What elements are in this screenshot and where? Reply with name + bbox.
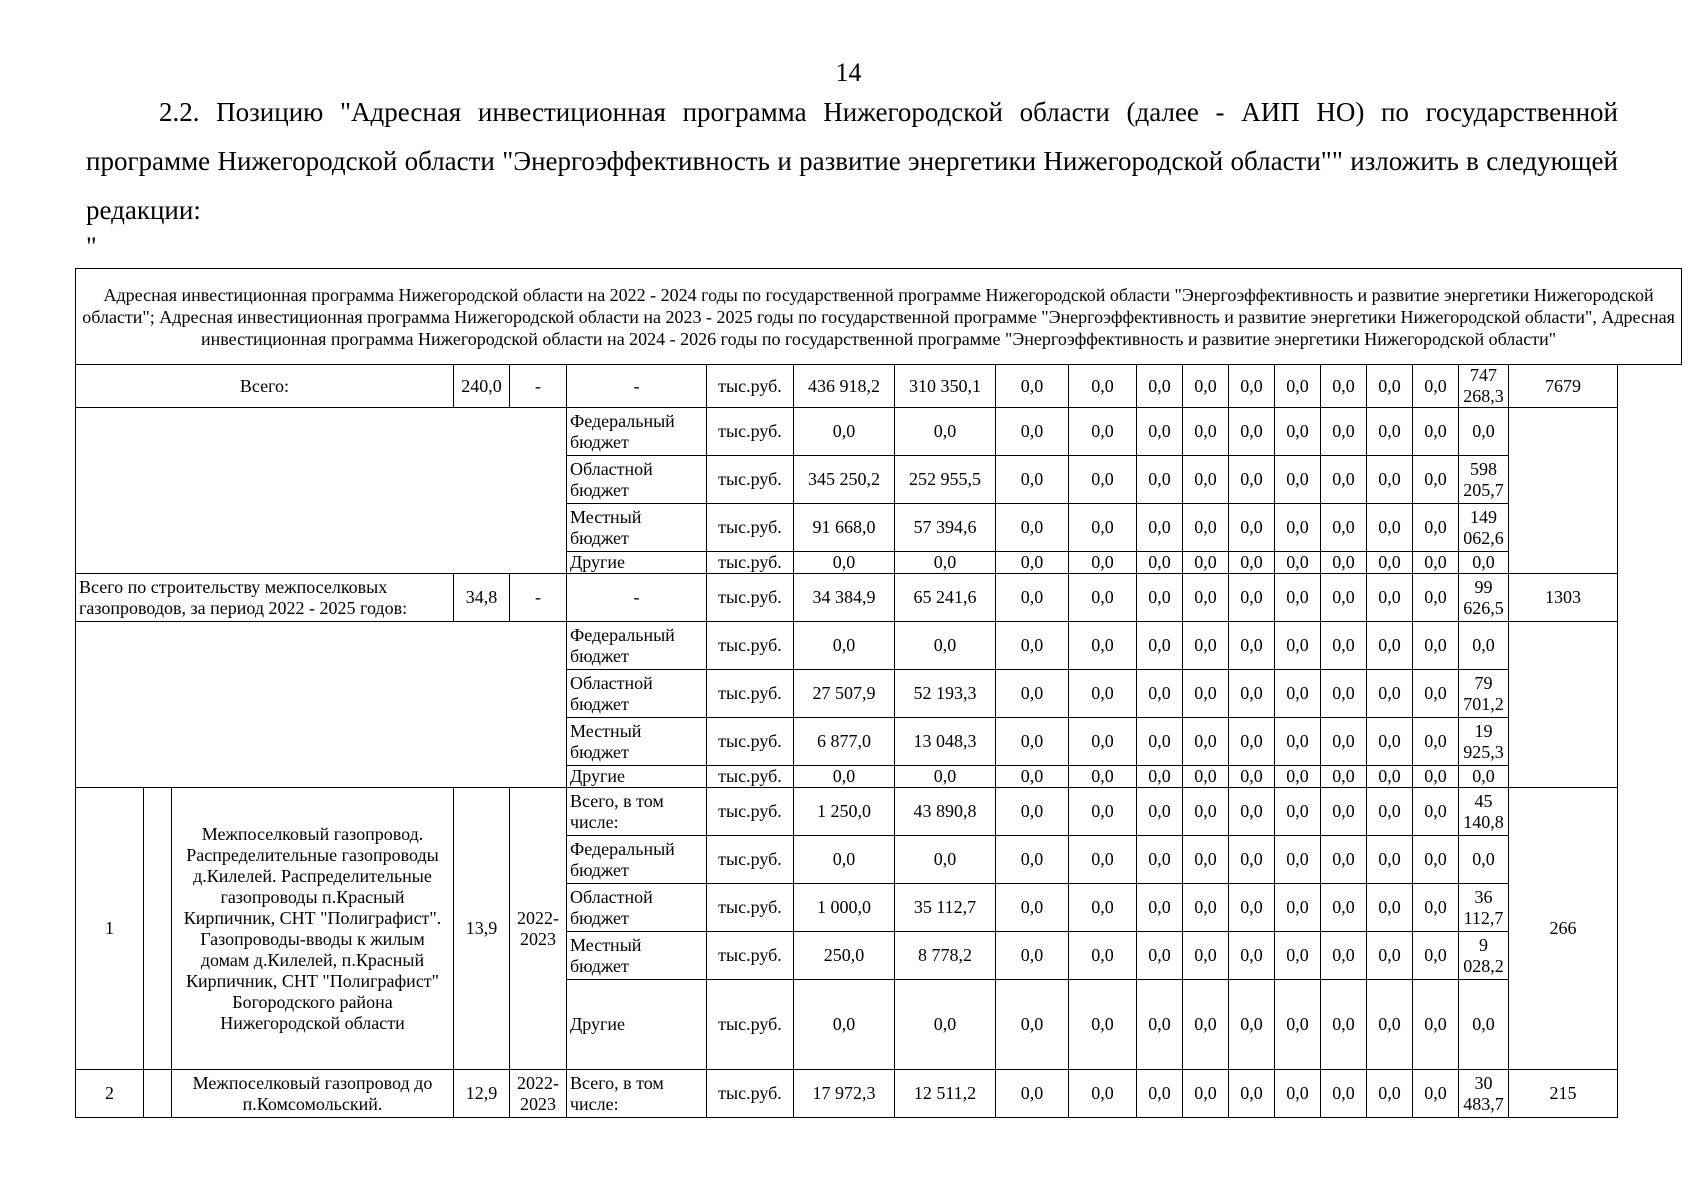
value-cell: 0,0 bbox=[1275, 552, 1321, 574]
section-length: 240,0 bbox=[454, 365, 510, 408]
value-cell: 0,0 bbox=[1229, 622, 1275, 670]
object-length: 12,9 bbox=[454, 1070, 510, 1118]
value-cell: 0,0 bbox=[794, 408, 895, 456]
value-cell: 0,0 bbox=[1321, 504, 1367, 552]
intro-text: 2.2. Позицию "Адресная инвестиционная программа Нижегородской области (далее - АИП НО) по государственной программе Нижегородской области "Энергоэффективность и развитие энергетики Нижегородской области"" изложить в следующей редакции: bbox=[86, 97, 1618, 225]
value-cell: 149 062,6 bbox=[1459, 504, 1509, 552]
value-cell: 0,0 bbox=[1321, 1070, 1367, 1118]
value-cell: 0,0 bbox=[1183, 766, 1229, 788]
value-cell: 30 483,7 bbox=[1459, 1070, 1509, 1118]
section-total-row bbox=[76, 365, 1682, 408]
section-source: - bbox=[567, 574, 707, 622]
value-cell: 0,0 bbox=[1069, 836, 1137, 884]
value-cell: 0,0 bbox=[996, 980, 1069, 1070]
value-cell: 0,0 bbox=[1321, 365, 1367, 408]
value-cell: 0,0 bbox=[1069, 932, 1137, 980]
object-length: 13,9 bbox=[454, 788, 510, 1070]
value-cell: 0,0 bbox=[1229, 884, 1275, 932]
unit-cell: тыс.руб. bbox=[707, 884, 794, 932]
value-cell: 0,0 bbox=[1413, 718, 1459, 766]
value-cell: 0,0 bbox=[1229, 670, 1275, 718]
value-cell: 0,0 bbox=[996, 622, 1069, 670]
value-cell: 0,0 bbox=[1413, 574, 1459, 622]
section-spacer bbox=[76, 622, 567, 788]
funding-source: Областной бюджет bbox=[567, 456, 707, 504]
value-cell: 35 112,7 bbox=[895, 884, 996, 932]
value-cell: 0,0 bbox=[1367, 504, 1413, 552]
value-cell: 0,0 bbox=[1413, 884, 1459, 932]
page-number: 14 bbox=[835, 58, 862, 87]
value-cell: 0,0 bbox=[1321, 788, 1367, 836]
value-cell: 0,0 bbox=[1321, 718, 1367, 766]
value-cell: 0,0 bbox=[1275, 766, 1321, 788]
value-cell: 0,0 bbox=[1069, 718, 1137, 766]
value-cell: 0,0 bbox=[1229, 504, 1275, 552]
value-cell: 0,0 bbox=[996, 788, 1069, 836]
value-cell: 0,0 bbox=[1183, 836, 1229, 884]
value-cell: 0,0 bbox=[1229, 788, 1275, 836]
value-cell: 0,0 bbox=[1183, 1070, 1229, 1118]
value-cell: 0,0 bbox=[1183, 552, 1229, 574]
section-last-empty bbox=[1509, 408, 1618, 574]
funding-source: Областной бюджет bbox=[567, 884, 707, 932]
value-cell: 0,0 bbox=[1069, 456, 1137, 504]
value-cell: 27 507,9 bbox=[794, 670, 895, 718]
value-cell: 0,0 bbox=[1069, 980, 1137, 1070]
value-cell: 0,0 bbox=[1069, 670, 1137, 718]
value-cell: 0,0 bbox=[1183, 365, 1229, 408]
value-cell: 0,0 bbox=[1413, 670, 1459, 718]
table-title-row bbox=[76, 269, 1682, 365]
unit-cell: тыс.руб. bbox=[707, 456, 794, 504]
value-cell: 0,0 bbox=[1459, 552, 1509, 574]
value-cell: 0,0 bbox=[1275, 456, 1321, 504]
value-cell: 0,0 bbox=[1367, 980, 1413, 1070]
value-cell: 0,0 bbox=[895, 980, 996, 1070]
value-cell: 0,0 bbox=[1367, 766, 1413, 788]
object-row bbox=[76, 788, 1682, 836]
value-cell: 0,0 bbox=[1275, 836, 1321, 884]
value-cell: 0,0 bbox=[1229, 718, 1275, 766]
value-cell: 0,0 bbox=[1321, 980, 1367, 1070]
value-cell: 0,0 bbox=[1413, 836, 1459, 884]
value-cell: 0,0 bbox=[1137, 622, 1183, 670]
value-cell: 0,0 bbox=[1229, 456, 1275, 504]
value-cell: 0,0 bbox=[1367, 1070, 1413, 1118]
value-cell: 0,0 bbox=[1183, 670, 1229, 718]
funding-row bbox=[76, 408, 1682, 456]
value-cell: 0,0 bbox=[1275, 788, 1321, 836]
object-number: 2 bbox=[76, 1070, 144, 1118]
unit-cell: тыс.руб. bbox=[707, 766, 794, 788]
object-number: 1 bbox=[76, 788, 144, 1070]
value-cell: 0,0 bbox=[895, 836, 996, 884]
intro-paragraph bbox=[86, 88, 1618, 235]
value-cell: 0,0 bbox=[794, 766, 895, 788]
value-cell: 0,0 bbox=[1321, 836, 1367, 884]
value-cell: 0,0 bbox=[1367, 622, 1413, 670]
value-cell: 0,0 bbox=[1183, 932, 1229, 980]
value-cell: 0,0 bbox=[1137, 456, 1183, 504]
value-cell: 310 350,1 bbox=[895, 365, 996, 408]
value-cell: 0,0 bbox=[1321, 670, 1367, 718]
object-code bbox=[144, 1070, 172, 1118]
value-cell: 1 250,0 bbox=[794, 788, 895, 836]
funding-source: Федеральный бюджет bbox=[567, 622, 707, 670]
value-cell: 0,0 bbox=[1321, 408, 1367, 456]
unit-cell: тыс.руб. bbox=[707, 718, 794, 766]
value-cell: 0,0 bbox=[1137, 836, 1183, 884]
value-cell: 0,0 bbox=[1137, 884, 1183, 932]
value-cell: 0,0 bbox=[1229, 766, 1275, 788]
value-cell: 0,0 bbox=[1137, 365, 1183, 408]
aip-table-body bbox=[76, 269, 1682, 1118]
funding-source: Местный бюджет bbox=[567, 504, 707, 552]
funding-source: Федеральный бюджет bbox=[567, 836, 707, 884]
value-cell: 0,0 bbox=[1367, 836, 1413, 884]
funding-source: Другие bbox=[567, 980, 707, 1070]
object-last-value: 215 bbox=[1509, 1070, 1618, 1118]
value-cell: 0,0 bbox=[1069, 788, 1137, 836]
value-cell: 0,0 bbox=[1321, 456, 1367, 504]
value-cell: 0,0 bbox=[996, 932, 1069, 980]
value-cell: 65 241,6 bbox=[895, 574, 996, 622]
value-cell: 0,0 bbox=[794, 552, 895, 574]
section-label: Всего: bbox=[76, 365, 454, 408]
value-cell: 0,0 bbox=[1321, 622, 1367, 670]
value-cell: 0,0 bbox=[1413, 1070, 1459, 1118]
value-cell: 0,0 bbox=[1367, 932, 1413, 980]
value-cell: 0,0 bbox=[996, 884, 1069, 932]
value-cell: 0,0 bbox=[1321, 884, 1367, 932]
value-cell: 0,0 bbox=[1137, 718, 1183, 766]
value-cell: 79 701,2 bbox=[1459, 670, 1509, 718]
value-cell: 19 925,3 bbox=[1459, 718, 1509, 766]
unit-cell: тыс.руб. bbox=[707, 574, 794, 622]
value-cell: 0,0 bbox=[1275, 574, 1321, 622]
section-source: - bbox=[567, 365, 707, 408]
value-cell: 0,0 bbox=[1275, 1070, 1321, 1118]
value-cell: 0,0 bbox=[895, 766, 996, 788]
value-cell: 0,0 bbox=[1137, 932, 1183, 980]
unit-cell: тыс.руб. bbox=[707, 788, 794, 836]
funding-source: Другие bbox=[567, 552, 707, 574]
section-last-value: 7679 bbox=[1509, 365, 1618, 408]
funding-source: Другие bbox=[567, 766, 707, 788]
unit-cell: тыс.руб. bbox=[707, 552, 794, 574]
table-title: Адресная инвестиционная программа Нижегородской области на 2022 - 2024 годы по государственной программе Нижегородской области "Энергоэффективность и развитие энергетики Нижегородской области"; Адресная инвестиционная программа Нижегородской области на 2023 - 2025 годы по государственной программе "Энергоэффективность и развитие энергетики Нижегородской области", Адресная инвестиционная программа Нижегородской области на 2024 - 2026 годы по государственной программе "Энергоэффективность и развитие энергетики Нижегородской области" bbox=[76, 269, 1682, 365]
value-cell: 0,0 bbox=[794, 980, 895, 1070]
value-cell: 9 028,2 bbox=[1459, 932, 1509, 980]
value-cell: 0,0 bbox=[1183, 408, 1229, 456]
value-cell: 0,0 bbox=[1183, 718, 1229, 766]
value-cell: 0,0 bbox=[996, 836, 1069, 884]
value-cell: 0,0 bbox=[996, 718, 1069, 766]
unit-cell: тыс.руб. bbox=[707, 622, 794, 670]
section-period: - bbox=[510, 574, 567, 622]
value-cell: 0,0 bbox=[1367, 408, 1413, 456]
value-cell: 0,0 bbox=[1183, 884, 1229, 932]
value-cell: 0,0 bbox=[1275, 884, 1321, 932]
value-cell: 0,0 bbox=[1137, 670, 1183, 718]
value-cell: 0,0 bbox=[1459, 836, 1509, 884]
unit-cell: тыс.руб. bbox=[707, 408, 794, 456]
value-cell: 0,0 bbox=[1367, 456, 1413, 504]
value-cell: 34 384,9 bbox=[794, 574, 895, 622]
value-cell: 0,0 bbox=[1413, 788, 1459, 836]
value-cell: 0,0 bbox=[1183, 622, 1229, 670]
section-length: 34,8 bbox=[454, 574, 510, 622]
value-cell: 747 268,3 bbox=[1459, 365, 1509, 408]
value-cell: 0,0 bbox=[1069, 552, 1137, 574]
value-cell: 436 918,2 bbox=[794, 365, 895, 408]
funding-source: Местный бюджет bbox=[567, 932, 707, 980]
value-cell: 0,0 bbox=[1069, 884, 1137, 932]
object-name: Межпоселковый газопровод. Распределительные газопроводы д.Килелей. Распределительные газопроводы п.Красный Кирпичник, СНТ "Полиграфист". Газопроводы-вводы к жилым домам д.Килелей, п.Красный Кирпичник, СНТ "Полиграфист" Богородского района Нижегородской области bbox=[172, 788, 454, 1070]
value-cell: 0,0 bbox=[1069, 408, 1137, 456]
value-cell: 0,0 bbox=[1183, 504, 1229, 552]
value-cell: 0,0 bbox=[1413, 622, 1459, 670]
value-cell: 0,0 bbox=[794, 836, 895, 884]
value-cell: 0,0 bbox=[1413, 365, 1459, 408]
value-cell: 0,0 bbox=[895, 552, 996, 574]
value-cell: 99 626,5 bbox=[1459, 574, 1509, 622]
value-cell: 0,0 bbox=[1229, 836, 1275, 884]
value-cell: 0,0 bbox=[1229, 932, 1275, 980]
value-cell: 0,0 bbox=[1321, 766, 1367, 788]
value-cell: 0,0 bbox=[1183, 788, 1229, 836]
object-row bbox=[76, 1070, 1682, 1118]
value-cell: 0,0 bbox=[1069, 365, 1137, 408]
unit-cell: тыс.руб. bbox=[707, 670, 794, 718]
unit-cell: тыс.руб. bbox=[707, 836, 794, 884]
section-period: - bbox=[510, 365, 567, 408]
value-cell: 0,0 bbox=[996, 365, 1069, 408]
value-cell: 0,0 bbox=[996, 670, 1069, 718]
aip-table bbox=[75, 268, 1682, 1118]
value-cell: 13 048,3 bbox=[895, 718, 996, 766]
funding-source: Областной бюджет bbox=[567, 670, 707, 718]
value-cell: 0,0 bbox=[1275, 622, 1321, 670]
value-cell: 0,0 bbox=[1367, 574, 1413, 622]
value-cell: 0,0 bbox=[996, 456, 1069, 504]
section-total-row bbox=[76, 574, 1682, 622]
value-cell: 36 112,7 bbox=[1459, 884, 1509, 932]
value-cell: 0,0 bbox=[1321, 552, 1367, 574]
value-cell: 0,0 bbox=[996, 766, 1069, 788]
object-name: Межпоселковый газопровод до п.Комсомольский. bbox=[172, 1070, 454, 1118]
object-code bbox=[144, 788, 172, 1070]
object-period: 2022-2023 bbox=[510, 1070, 567, 1118]
value-cell: 345 250,2 bbox=[794, 456, 895, 504]
value-cell: 0,0 bbox=[1459, 622, 1509, 670]
value-cell: 0,0 bbox=[1459, 980, 1509, 1070]
value-cell: 6 877,0 bbox=[794, 718, 895, 766]
value-cell: 0,0 bbox=[1229, 365, 1275, 408]
value-cell: 0,0 bbox=[1229, 574, 1275, 622]
funding-source: Всего, в том числе: bbox=[567, 788, 707, 836]
value-cell: 250,0 bbox=[794, 932, 895, 980]
value-cell: 0,0 bbox=[996, 574, 1069, 622]
value-cell: 0,0 bbox=[1069, 574, 1137, 622]
value-cell: 57 394,6 bbox=[895, 504, 996, 552]
value-cell: 0,0 bbox=[1367, 788, 1413, 836]
value-cell: 0,0 bbox=[1367, 670, 1413, 718]
value-cell: 0,0 bbox=[1413, 504, 1459, 552]
section-last-value: 1303 bbox=[1509, 574, 1618, 622]
value-cell: 0,0 bbox=[1137, 1070, 1183, 1118]
value-cell: 0,0 bbox=[1367, 884, 1413, 932]
section-spacer bbox=[76, 408, 567, 574]
value-cell: 0,0 bbox=[996, 504, 1069, 552]
intro-quote-mark: " bbox=[86, 232, 97, 261]
funding-source: Местный бюджет bbox=[567, 718, 707, 766]
value-cell: 43 890,8 bbox=[895, 788, 996, 836]
value-cell: 0,0 bbox=[1367, 365, 1413, 408]
value-cell: 0,0 bbox=[1137, 788, 1183, 836]
object-period: 2022-2023 bbox=[510, 788, 567, 1070]
unit-cell: тыс.руб. bbox=[707, 980, 794, 1070]
section-last-empty bbox=[1509, 622, 1618, 788]
value-cell: 0,0 bbox=[1413, 766, 1459, 788]
value-cell: 0,0 bbox=[1183, 574, 1229, 622]
value-cell: 0,0 bbox=[1367, 552, 1413, 574]
value-cell: 0,0 bbox=[1275, 408, 1321, 456]
value-cell: 0,0 bbox=[1413, 932, 1459, 980]
unit-cell: тыс.руб. bbox=[707, 1070, 794, 1118]
value-cell: 0,0 bbox=[1137, 766, 1183, 788]
value-cell: 45 140,8 bbox=[1459, 788, 1509, 836]
value-cell: 0,0 bbox=[1229, 980, 1275, 1070]
value-cell: 8 778,2 bbox=[895, 932, 996, 980]
value-cell: 598 205,7 bbox=[1459, 456, 1509, 504]
value-cell: 0,0 bbox=[1137, 504, 1183, 552]
value-cell: 0,0 bbox=[1321, 932, 1367, 980]
section-label: Всего по строительству межпоселковых газопроводов, за период 2022 - 2025 годов: bbox=[76, 574, 454, 622]
value-cell: 17 972,3 bbox=[794, 1070, 895, 1118]
value-cell: 0,0 bbox=[1321, 574, 1367, 622]
value-cell: 0,0 bbox=[1459, 408, 1509, 456]
unit-cell: тыс.руб. bbox=[707, 365, 794, 408]
value-cell: 0,0 bbox=[1137, 552, 1183, 574]
value-cell: 1 000,0 bbox=[794, 884, 895, 932]
value-cell: 0,0 bbox=[1137, 980, 1183, 1070]
value-cell: 0,0 bbox=[1413, 980, 1459, 1070]
value-cell: 0,0 bbox=[794, 622, 895, 670]
value-cell: 252 955,5 bbox=[895, 456, 996, 504]
value-cell: 0,0 bbox=[1137, 408, 1183, 456]
value-cell: 0,0 bbox=[1069, 766, 1137, 788]
value-cell: 0,0 bbox=[1367, 718, 1413, 766]
funding-row bbox=[76, 622, 1682, 670]
value-cell: 0,0 bbox=[1183, 980, 1229, 1070]
value-cell: 0,0 bbox=[1413, 552, 1459, 574]
value-cell: 0,0 bbox=[1275, 504, 1321, 552]
value-cell: 0,0 bbox=[1229, 408, 1275, 456]
value-cell: 0,0 bbox=[1137, 574, 1183, 622]
value-cell: 0,0 bbox=[1275, 932, 1321, 980]
value-cell: 91 668,0 bbox=[794, 504, 895, 552]
value-cell: 0,0 bbox=[1413, 408, 1459, 456]
value-cell: 0,0 bbox=[1229, 552, 1275, 574]
value-cell: 0,0 bbox=[1229, 1070, 1275, 1118]
value-cell: 0,0 bbox=[1275, 718, 1321, 766]
value-cell: 0,0 bbox=[895, 408, 996, 456]
value-cell: 0,0 bbox=[895, 622, 996, 670]
value-cell: 12 511,2 bbox=[895, 1070, 996, 1118]
value-cell: 0,0 bbox=[1275, 365, 1321, 408]
value-cell: 0,0 bbox=[996, 1070, 1069, 1118]
value-cell: 0,0 bbox=[1183, 456, 1229, 504]
value-cell: 0,0 bbox=[1069, 504, 1137, 552]
unit-cell: тыс.руб. bbox=[707, 932, 794, 980]
value-cell: 0,0 bbox=[1275, 670, 1321, 718]
value-cell: 0,0 bbox=[996, 552, 1069, 574]
funding-source: Федеральный бюджет bbox=[567, 408, 707, 456]
value-cell: 0,0 bbox=[1459, 766, 1509, 788]
value-cell: 0,0 bbox=[1413, 456, 1459, 504]
value-cell: 0,0 bbox=[1275, 980, 1321, 1070]
value-cell: 0,0 bbox=[1069, 1070, 1137, 1118]
value-cell: 52 193,3 bbox=[895, 670, 996, 718]
funding-source: Всего, в том числе: bbox=[567, 1070, 707, 1118]
unit-cell: тыс.руб. bbox=[707, 504, 794, 552]
value-cell: 0,0 bbox=[996, 408, 1069, 456]
object-last-value: 266 bbox=[1509, 788, 1618, 1070]
value-cell: 0,0 bbox=[1069, 622, 1137, 670]
